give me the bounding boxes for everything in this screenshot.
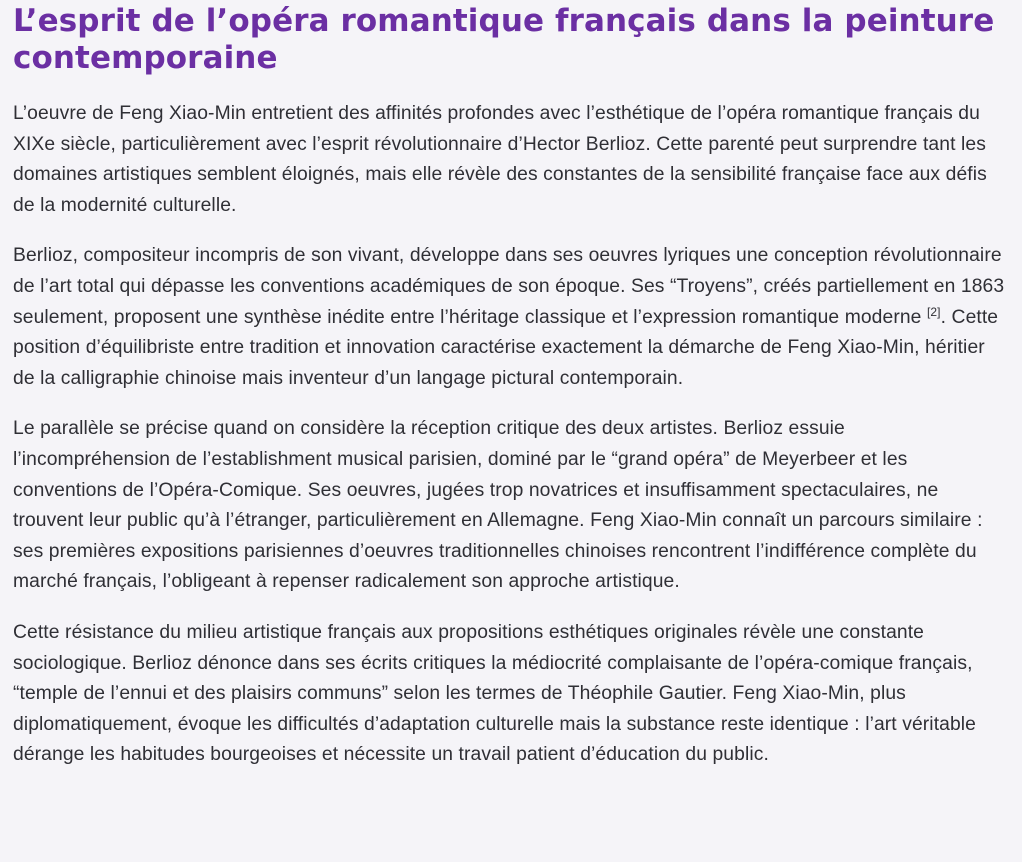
paragraph-1: L’oeuvre de Feng Xiao-Min entretient des affinités profondes avec l’esthétique de l’opéra romantique français du XIXe siècle, particulièrement avec l’esprit révolutionnaire d’Hector Berlioz. Cette parenté peut surprendre tant les domaines artistiques semblent éloignés, mais elle révèle des constantes de la sensibilité française face aux défis de la modernité culturelle. [13, 103, 987, 216]
footnote-reference[interactable]: [2] [926, 304, 941, 319]
paragraph-2-continuation: . Cette position d’équilibriste entre tradition et innovation caractérise exactement la démarche de Feng Xiao-Min, héritier de la calligraphie chinoise mais inventeur d’un langage pictural contemporain. [13, 306, 999, 389]
paragraph-2-text: Berlioz, compositeur incompris de son vivant, développe dans ses oeuvres lyriques une conception révolutionnaire de l’art total qui dépasse les conventions académiques de son époque. Ses “Troyens”, créés partiellement en 1863 seulement, proposent une synthèse inédite entre l’héritage classique et l’expression romantique moderne [13, 245, 1005, 328]
paragraph-2 [13, 241, 1006, 394]
paragraph-4: Cette résistance du milieu artistique français aux propositions esthétiques originales révèle une constante sociologique. Berlioz dénonce dans ses écrits critiques la médiocrité complaisante de l’opéra-comique français, “temple de l’ennui et des plaisirs communs” selon les termes de Théophile Gautier. Feng Xiao-Min, plus diplomatiquement, évoque les difficultés d’adaptation culturelle mais la substance reste identique : l’art véritable dérange les habitudes bourgeoises et nécessite un travail patient d’éducation du public. [13, 621, 976, 766]
paragraph-3: Le parallèle se précise quand on considère la réception critique des deux artistes. Berlioz essuie l’incompréhension de l’establishment musical parisien, dominé par le “grand opéra” de Meyerbeer et les conventions de l’Opéra-Comique. Ses oeuvres, jugées trop novatrices et insuffisamment spectaculaires, ne trouvent leur public qu’à l’étranger, particulièrement en Allemagne. Feng Xiao-Min connaît un parcours similaire : ses premières expositions parisiennes d’oeuvres traditionnelles chinoises rencontrent l’indifférence complète du marché français, l’obligeant à repenser radicalement son approche artistique. [13, 418, 983, 593]
article-title: L’esprit de l’opéra romantique français dans la peinture contemporaine [13, 3, 995, 76]
